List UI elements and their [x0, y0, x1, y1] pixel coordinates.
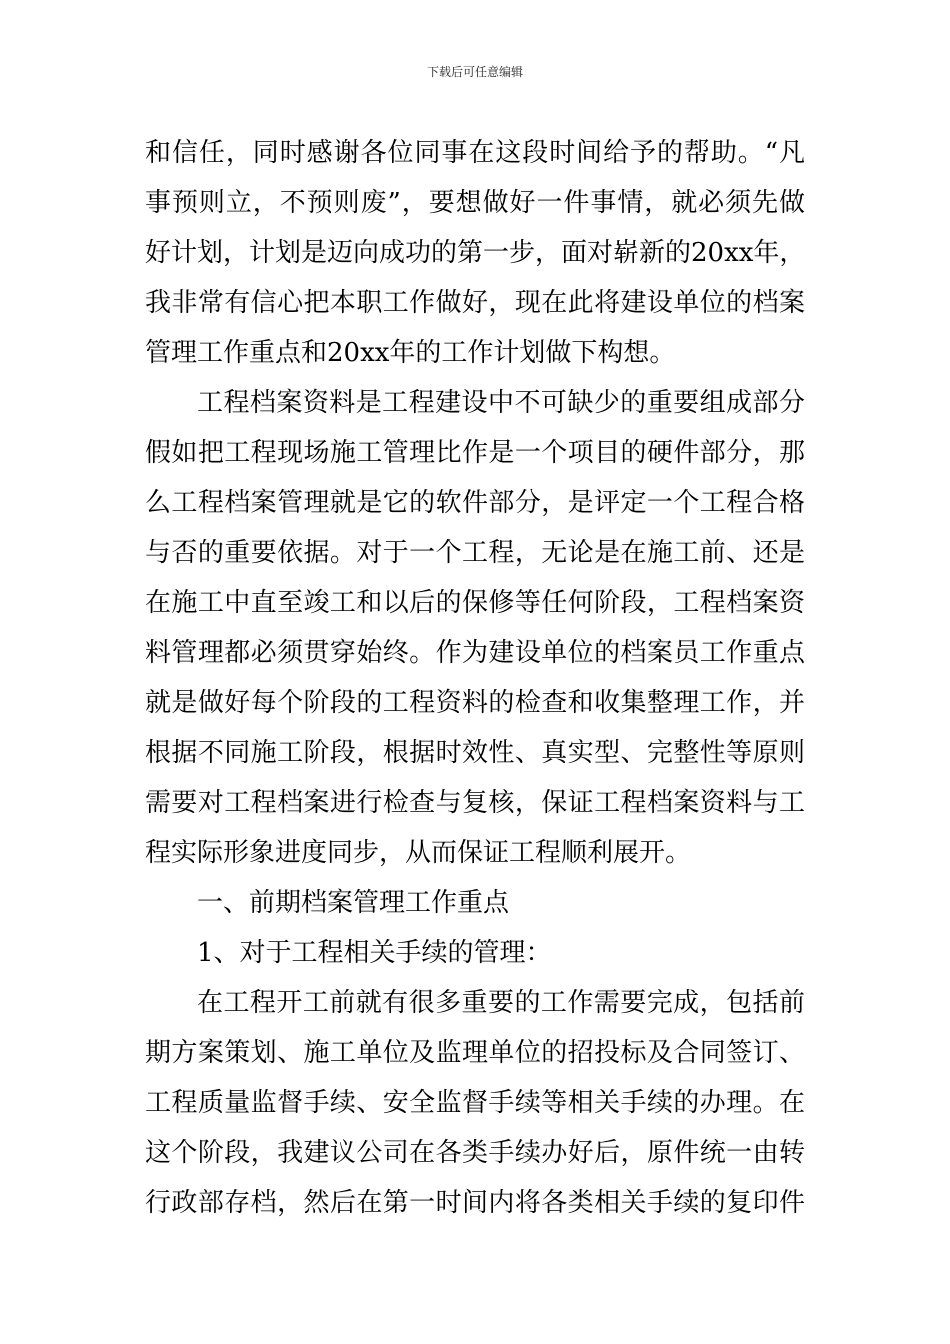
subsection-heading [145, 928, 805, 978]
text-line: 在工程开工前就有很多重要的工作需要完成，包括前 [197, 988, 805, 1018]
section-heading [145, 878, 805, 928]
text-line: 料管理都必须贯穿始终。作为建设单位的档案员工作重点 [145, 638, 805, 668]
text-line: 事预则立，不预则废”，要想做好一件事情，就必须先做 [145, 188, 805, 218]
text-line: 管理工作重点和20xx年的工作计划做下构想。 [145, 338, 676, 368]
text-line: 需要对工程档案进行检查与复核，保证工程档案资料与工 [145, 788, 805, 818]
text-line: 好计划，计划是迈向成功的第一步，面对崭新的20xx年， [145, 238, 806, 268]
text-line: 和信任，同时感谢各位同事在这段时间给予的帮助。“凡 [145, 138, 805, 168]
document-body [145, 128, 805, 1228]
text-line: 1、对于工程相关手续的管理： [197, 938, 552, 968]
text-line: 工程档案资料是工程建设中不可缺少的重要组成部分 [197, 388, 805, 418]
text-line: 与否的重要依据。对于一个工程，无论是在施工前、还是 [145, 538, 805, 568]
text-line: 假如把工程现场施工管理比作是一个项目的硬件部分，那 [145, 438, 805, 468]
text-line: 在施工中直至竣工和以后的保修等任何阶段，工程档案资 [145, 588, 805, 618]
paragraph [145, 378, 805, 878]
text-line: 一、前期档案管理工作重点 [197, 888, 510, 918]
text-line: 程实际形象进度同步，从而保证工程顺利展开。 [145, 838, 692, 868]
text-line: 我非常有信心把本职工作做好，现在此将建设单位的档案 [145, 288, 805, 318]
text-line: 根据不同施工阶段，根据时效性、真实型、完整性等原则 [145, 738, 805, 768]
text-line: 行政部存档，然后在第一时间内将各类相关手续的复印件 [145, 1188, 805, 1218]
text-line: 期方案策划、施工单位及监理单位的招投标及合同签订、 [145, 1038, 805, 1068]
text-line: 这个阶段，我建议公司在各类手续办好后，原件统一由转 [145, 1138, 805, 1168]
page-header: 下载后可任意编辑 [426, 65, 523, 79]
text-line: 就是做好每个阶段的工程资料的检查和收集整理工作，并 [145, 688, 805, 718]
text-line: 么工程档案管理就是它的软件部分，是评定一个工程合格 [145, 488, 805, 518]
paragraph [145, 128, 805, 378]
text-line: 工程质量监督手续、安全监督手续等相关手续的办理。在 [145, 1088, 805, 1118]
paragraph [145, 978, 805, 1228]
